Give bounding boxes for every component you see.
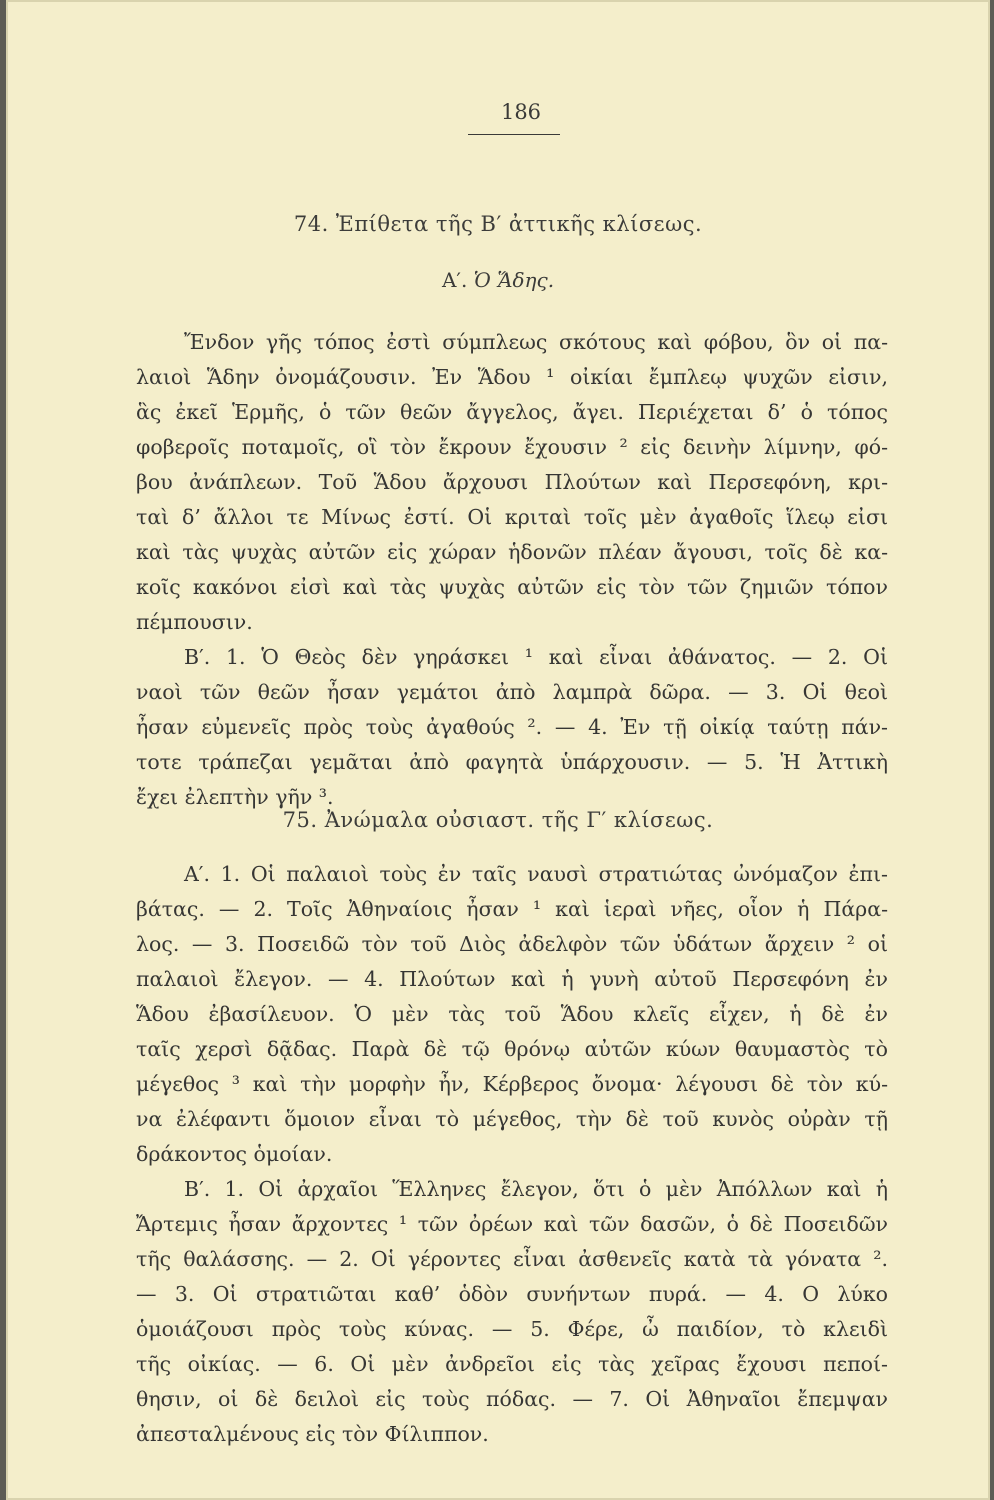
exercise-line: ἔχει ἐλεπτὴν γῆν ³. (136, 785, 334, 809)
subtitle-prefix: Α′. (441, 268, 468, 292)
page-number-rule (468, 134, 560, 135)
text-line: ταῖς χερσὶ δᾷδας. Παρὰ δὲ τῷ θρόνῳ αὐτῶν κύων θαυμαστὸς τὸ (136, 1037, 888, 1061)
text-line: παλαιοὶ ἔλεγον. — 4. Πλούτων καὶ ἡ γυνὴ αὐτοῦ Περσεφόνη ἐν (136, 967, 888, 991)
text-line: Ἔνδον γῆς τόπος ἐστὶ σύμπλεως σκότους καὶ φόβου, ὃν οἱ πα- (184, 330, 888, 354)
text-line: καὶ τὰς ψυχὰς αὐτῶν εἰς χώραν ἡδονῶν πλέαν ἄγουσι, τοῖς δὲ κα- (136, 540, 888, 564)
text-line: ἃς ἐκεῖ Ἑρμῆς, ὁ τῶν θεῶν ἄγγελος, ἄγει. Περιέχεται δ’ ὁ τόπος (136, 400, 888, 424)
text-line: Α′. 1. Οἱ παλαιοὶ τοὺς ἐν ταῖς ναυσὶ στρατιώτας ὠνόμαζον ἐπι- (184, 862, 888, 886)
page-number: 186 (500, 100, 542, 124)
text-line: μέγεθος ³ καὶ τὴν μορφὴν ἦν, Κέρβερος ὄνομα· λέγουσι δὲ τὸν κύ- (136, 1072, 888, 1096)
section-74-title: 74. Ἐπίθετα τῆς Β′ ἀττικῆς κλίσεως. (293, 212, 703, 236)
exercise-line: ἀπεσταλμένους εἰς τὸν Φίλιππον. (136, 1422, 489, 1446)
book-page (6, 0, 990, 1500)
exercise-line: ὁμοιάζουσι πρὸς τοὺς κύνας. — 5. Φέρε, ὦ παιδίον, τὸ κλειδὶ (136, 1317, 888, 1341)
exercise-line: τῆς θαλάσσης. — 2. Οἱ γέροντες εἶναι ἀσθενεῖς κατὰ τὰ γόνατα ². (136, 1247, 888, 1271)
text-line: φοβεροῖς ποταμοῖς, οἳ τὸν ἔκρουν ἔχουσιν ² εἰς δεινὴν λίμνην, φό- (136, 435, 888, 459)
text-line: βου ἀνάπλεων. Τοῦ Ἅδου ἄρχουσι Πλούτων καὶ Περσεφόνη, κρι- (136, 470, 888, 494)
exercise-line: Β′. 1. Ὁ Θεὸς δὲν γηράσκει ¹ καὶ εἶναι ἀθάνατος. — 2. Οἱ (184, 645, 888, 669)
text-line: Ἅδου ἐβασίλευον. Ὁ μὲν τὰς τοῦ Ἅδου κλεῖς εἶχεν, ἡ δὲ ἐν (136, 1002, 888, 1026)
section-74-subtitle (6, 268, 990, 292)
text-line: λος. — 3. Ποσειδῶ τὸν τοῦ Διὸς ἀδελφὸν τῶν ὑδάτων ἄρχειν ² οἱ (136, 932, 888, 956)
text-line: να ἐλέφαντι ὅμοιον εἶναι τὸ μέγεθος, τὴν δὲ τοῦ κυνὸς οὐρὰν τῇ (136, 1107, 888, 1131)
exercise-line: ἦσαν εὐμενεῖς πρὸς τοὺς ἀγαθούς ². — 4. Ἐν τῇ οἰκίᾳ ταύτῃ πάν- (136, 715, 888, 739)
text-line: βάτας. — 2. Τοῖς Ἀθηναίοις ἦσαν ¹ καὶ ἱεραὶ νῆες, οἷον ἡ Πάρα- (136, 897, 888, 921)
exercise-line: ναοὶ τῶν θεῶν ἦσαν γεμάτοι ἀπὸ λαμπρὰ δῶρα. — 3. Οἱ θεοὶ (136, 680, 888, 704)
exercise-line: Ἄρτεμις ἦσαν ἄρχοντες ¹ τῶν ὀρέων καὶ τῶν δασῶν, ὁ δὲ Ποσειδῶν (136, 1212, 888, 1236)
exercise-line: — 3. Οἱ στρατιῶται καθ’ ὁδὸν συνήντων πυρά. — 4. Ο λύκο (136, 1282, 888, 1306)
text-line: πέμπουσιν. (136, 610, 253, 634)
exercise-line: Β′. 1. Οἱ ἀρχαῖοι Ἕλληνες ἔλεγον, ὅτι ὁ μὲν Ἀπόλλων καὶ ἡ (184, 1177, 888, 1201)
text-line: ταὶ δ’ ἄλλοι τε Μίνως ἐστί. Οἱ κριταὶ τοῖς μὲν ἀγαθοῖς ἵλεῳ εἰσι (136, 505, 888, 529)
text-line: λαιοὶ Ἅδην ὀνομάζουσιν. Ἐν Ἅδου ¹ οἰκίαι ἔμπλεῳ ψυχῶν εἰσιν, (136, 365, 888, 389)
text-line: κοῖς κακόνοι εἰσὶ καὶ τὰς ψυχὰς αὐτῶν εἰς τὸν τῶν ζημιῶν τόπον (136, 575, 888, 599)
exercise-line: τοτε τράπεζαι γεμᾶται ἀπὸ φαγητὰ ὑπάρχουσιν. — 5. Ἡ Ἀττικὴ (136, 750, 888, 774)
section-75-title: 75. Ἀνώμαλα οὐσιαστ. τῆς Γ′ κλίσεως. (282, 808, 714, 832)
exercise-line: τῆς οἰκίας. — 6. Οἱ μὲν ἀνδρεῖοι εἰς τὰς χεῖρας ἔχουσι πεποί- (136, 1352, 888, 1376)
subtitle-italic: Ὁ Ἅδης. (473, 268, 555, 292)
exercise-line: θησιν, οἱ δὲ δειλοὶ εἰς τοὺς πόδας. — 7. Οἱ Ἀθηναῖοι ἔπεμψαν (136, 1387, 888, 1411)
text-line: δράκοντος ὁμοίαν. (136, 1142, 333, 1166)
